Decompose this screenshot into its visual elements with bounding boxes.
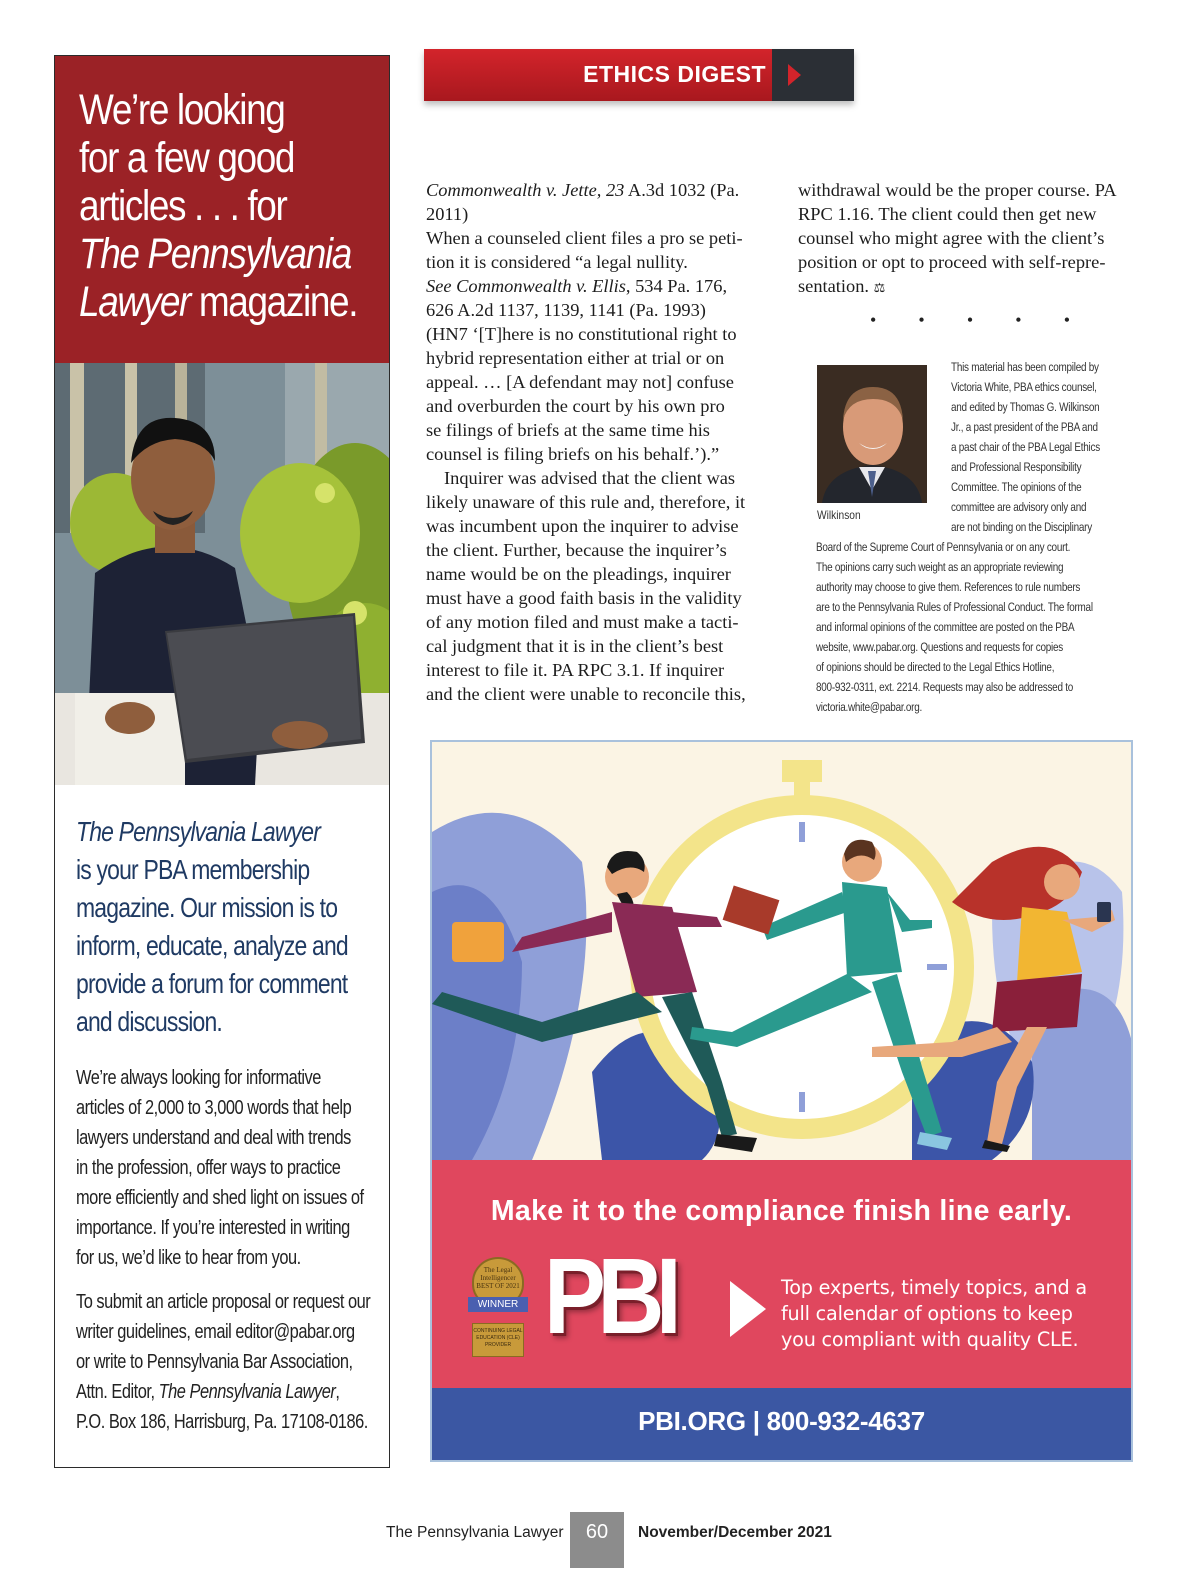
- sidebar-body-text: [76, 813, 376, 1437]
- bio-line: authority may choose to give them. References to rule numbers: [816, 580, 1081, 594]
- sidebar-para-line: in the profession, offer ways to practice: [76, 1156, 341, 1179]
- section-banner: [424, 49, 854, 101]
- pbi-tagline: Top experts, timely topics, and a full calendar of options to keep you compliant with quality CLE.: [781, 1276, 1087, 1351]
- sidebar-para-line: To submit an article proposal or request our: [76, 1290, 371, 1313]
- separator-dot: •: [1015, 310, 1022, 330]
- sidebar-para-line: for us, we’d like to hear from you.: [76, 1246, 301, 1269]
- separator-dot: •: [966, 310, 974, 330]
- sidebar-lead-title: The Pennsylvania Lawyer: [76, 816, 321, 847]
- sidebar-para-line: importance. If you’re interested in writing: [76, 1216, 350, 1239]
- article-line: 626 A.2d 1137, 1139, 1141 (Pa. 1993): [426, 300, 706, 320]
- article-line: RPC 1.16. The client could then get new: [798, 204, 1097, 224]
- bio-line: are not binding on the Disciplinary: [951, 520, 1092, 534]
- sidebar-lead-line: is your PBA membership: [76, 854, 310, 885]
- article-line: counsel is filing briefs on his behalf.’).”: [426, 444, 720, 464]
- sidebar-headline-line: Lawyer magazine.: [79, 278, 358, 326]
- article-line: was incumbent upon the inquirer to advise: [426, 516, 739, 536]
- pbi-headline: Make it to the compliance finish line early.: [490, 1195, 1073, 1227]
- article-line: interest to file it. PA RPC 3.1. If inquirer: [426, 660, 725, 680]
- author-bio-wide: [816, 537, 1093, 717]
- sidebar-para-line: more efficiently and shed light on issues of: [76, 1186, 364, 1209]
- bio-line: Jr., a past president of the PBA and: [951, 420, 1098, 434]
- article-line: and the client were unable to reconcile this,: [426, 684, 746, 704]
- runners-stopwatch-illustration: [432, 742, 1131, 1160]
- article-line: the client. Further, because the inquirer’s: [426, 540, 727, 560]
- pbi-contact-bar: [432, 1388, 1131, 1462]
- sidebar-para-line: lawyers understand and deal with trends: [76, 1126, 351, 1149]
- bio-line: are to the Pennsylvania Rules of Professional Conduct. The formal: [816, 600, 1093, 614]
- article-line: se filings of briefs at the same time his: [426, 420, 710, 440]
- article-line: likely unaware of this rule and, therefore, it: [426, 492, 746, 512]
- author-photo-caption: Wilkinson: [817, 508, 861, 522]
- sidebar-lead-line: magazine. Our mission is to: [76, 892, 338, 923]
- bio-line: Victoria White, PBA ethics counsel,: [951, 380, 1097, 394]
- bio-line: Committee. The opinions of the: [951, 480, 1082, 494]
- article-line: position or opt to proceed with self-repre-: [798, 252, 1106, 272]
- article-line: appeal. … [A defendant may not] confuse: [426, 372, 734, 392]
- bio-line: The opinions carry such weight as an appropriate reviewing: [816, 560, 1064, 574]
- bio-line: Board of the Supreme Court of Pennsylvania or on any court.: [816, 540, 1071, 554]
- article-line: must have a good faith basis in the validity: [426, 588, 742, 608]
- call-for-articles-sidebar: [54, 55, 390, 1468]
- article-line: See Commonwealth v. Ellis, 534 Pa. 176,: [426, 276, 728, 296]
- separator-dot: •: [1063, 310, 1070, 330]
- sidebar-para-line: Attn. Editor, The Pennsylvania Lawyer,: [76, 1380, 340, 1403]
- article-line: cal judgment that it is in the client’s best: [426, 636, 724, 656]
- sidebar-para-line: P.O. Box 186, Harrisburg, Pa. 17108-0186.: [76, 1410, 368, 1433]
- separator-dot: •: [870, 310, 877, 330]
- author-headshot: [817, 365, 927, 503]
- bio-line: of opinions should be directed to the Legal Ethics Hotline,: [816, 660, 1055, 674]
- bio-line: This material has been compiled by: [951, 360, 1099, 374]
- issue-date: November/December 2021: [638, 1524, 832, 1541]
- pbi-logo: PBI: [544, 1235, 674, 1356]
- scales-end-mark-icon: ⚖: [873, 281, 886, 296]
- article-line: Inquirer was advised that the client was: [444, 468, 736, 488]
- bio-line: and edited by Thomas G. Wilkinson: [951, 400, 1100, 414]
- article-line: Commonwealth v. Jette, 23 A.3d 1032 (Pa.: [426, 180, 740, 200]
- sidebar-lead-line: and discussion.: [76, 1006, 222, 1037]
- separator-dot: •: [918, 310, 925, 330]
- bio-line: victoria.white@pabar.org.: [816, 700, 922, 714]
- sidebar-para-line: articles of 2,000 to 3,000 words that help: [76, 1096, 352, 1119]
- article-column-left: [426, 178, 766, 706]
- article-line: name would be on the pleadings, inquirer: [426, 564, 731, 584]
- sidebar-headline-block: [55, 56, 389, 363]
- magazine-title: The Pennsylvania Lawyer: [158, 1380, 336, 1403]
- play-arrow-icon: [730, 1281, 766, 1337]
- article-line: (HN7 ‘[T]here is no constitutional right to: [426, 324, 737, 344]
- sidebar-headline-line: for a few good: [79, 134, 295, 182]
- bio-line: and Professional Responsibility: [951, 460, 1082, 474]
- page-number: 60: [570, 1512, 624, 1568]
- sidebar-lead-line: provide a forum for comment: [76, 968, 348, 999]
- article-line: of any motion filed and must make a tacti-: [426, 612, 739, 632]
- article-line: hybrid representation either at trial or on: [426, 348, 725, 368]
- page-footer: [0, 1512, 1200, 1568]
- article-line: and overburden the court by his own pro: [426, 396, 725, 416]
- sidebar-headline-line: articles . . . for: [79, 182, 287, 230]
- article-line: tion it is considered “a legal nullity.: [426, 252, 688, 272]
- award-badge-icon: The Legal Intelligencer BEST OF 2021 WINNER CONTINUING LEGAL EDUCATION (CLE) PROVIDER: [468, 1257, 528, 1361]
- section-label: ETHICS DIGEST: [583, 61, 766, 87]
- bio-line: committee are advisory only and: [951, 500, 1087, 514]
- sidebar-headline-line: [79, 230, 351, 278]
- bio-line: a past chair of the PBA Legal Ethics: [951, 440, 1100, 454]
- pbi-promo-panel: [432, 1160, 1131, 1388]
- arrow-right-icon: [788, 64, 801, 86]
- bio-line: 800-932-0311, ext. 2214. Requests may also be addressed to: [816, 680, 1074, 694]
- article-line: withdrawal would be the proper course. PA: [798, 180, 1117, 200]
- article-column-right: [798, 178, 1138, 301]
- sidebar-para-line: or write to Pennsylvania Bar Association,: [76, 1350, 353, 1373]
- bio-line: and informal opinions of the committee are posted on the PBA: [816, 620, 1075, 634]
- bio-line: website, www.pabar.org. Questions and requests for copies: [816, 640, 1063, 654]
- sidebar-para-line: We’re always looking for informative: [76, 1066, 321, 1089]
- article-line: 2011): [426, 204, 469, 224]
- author-bio-narrow: [951, 357, 1100, 537]
- pbi-contact-link[interactable]: PBI.ORG | 800-932-4637: [638, 1406, 925, 1436]
- sidebar-lead-line: inform, educate, analyze and: [76, 930, 348, 961]
- article-line: sentation. ⚖: [798, 276, 886, 296]
- section-separator: [870, 310, 1070, 331]
- sidebar-headline-line: We’re looking: [79, 86, 285, 134]
- sidebar-para-line: writer guidelines, email editor@pabar.org: [76, 1320, 355, 1343]
- publication-name: The Pennsylvania Lawyer: [386, 1524, 564, 1541]
- article-line: When a counseled client files a pro se peti-: [426, 228, 743, 248]
- man-with-laptop-photo: [55, 363, 389, 785]
- magazine-title: Lawyer: [79, 278, 190, 326]
- pbi-advertisement: [430, 740, 1133, 1462]
- article-line: counsel who might agree with the client’s: [798, 228, 1105, 248]
- magazine-title: The Pennsylvania: [79, 230, 351, 278]
